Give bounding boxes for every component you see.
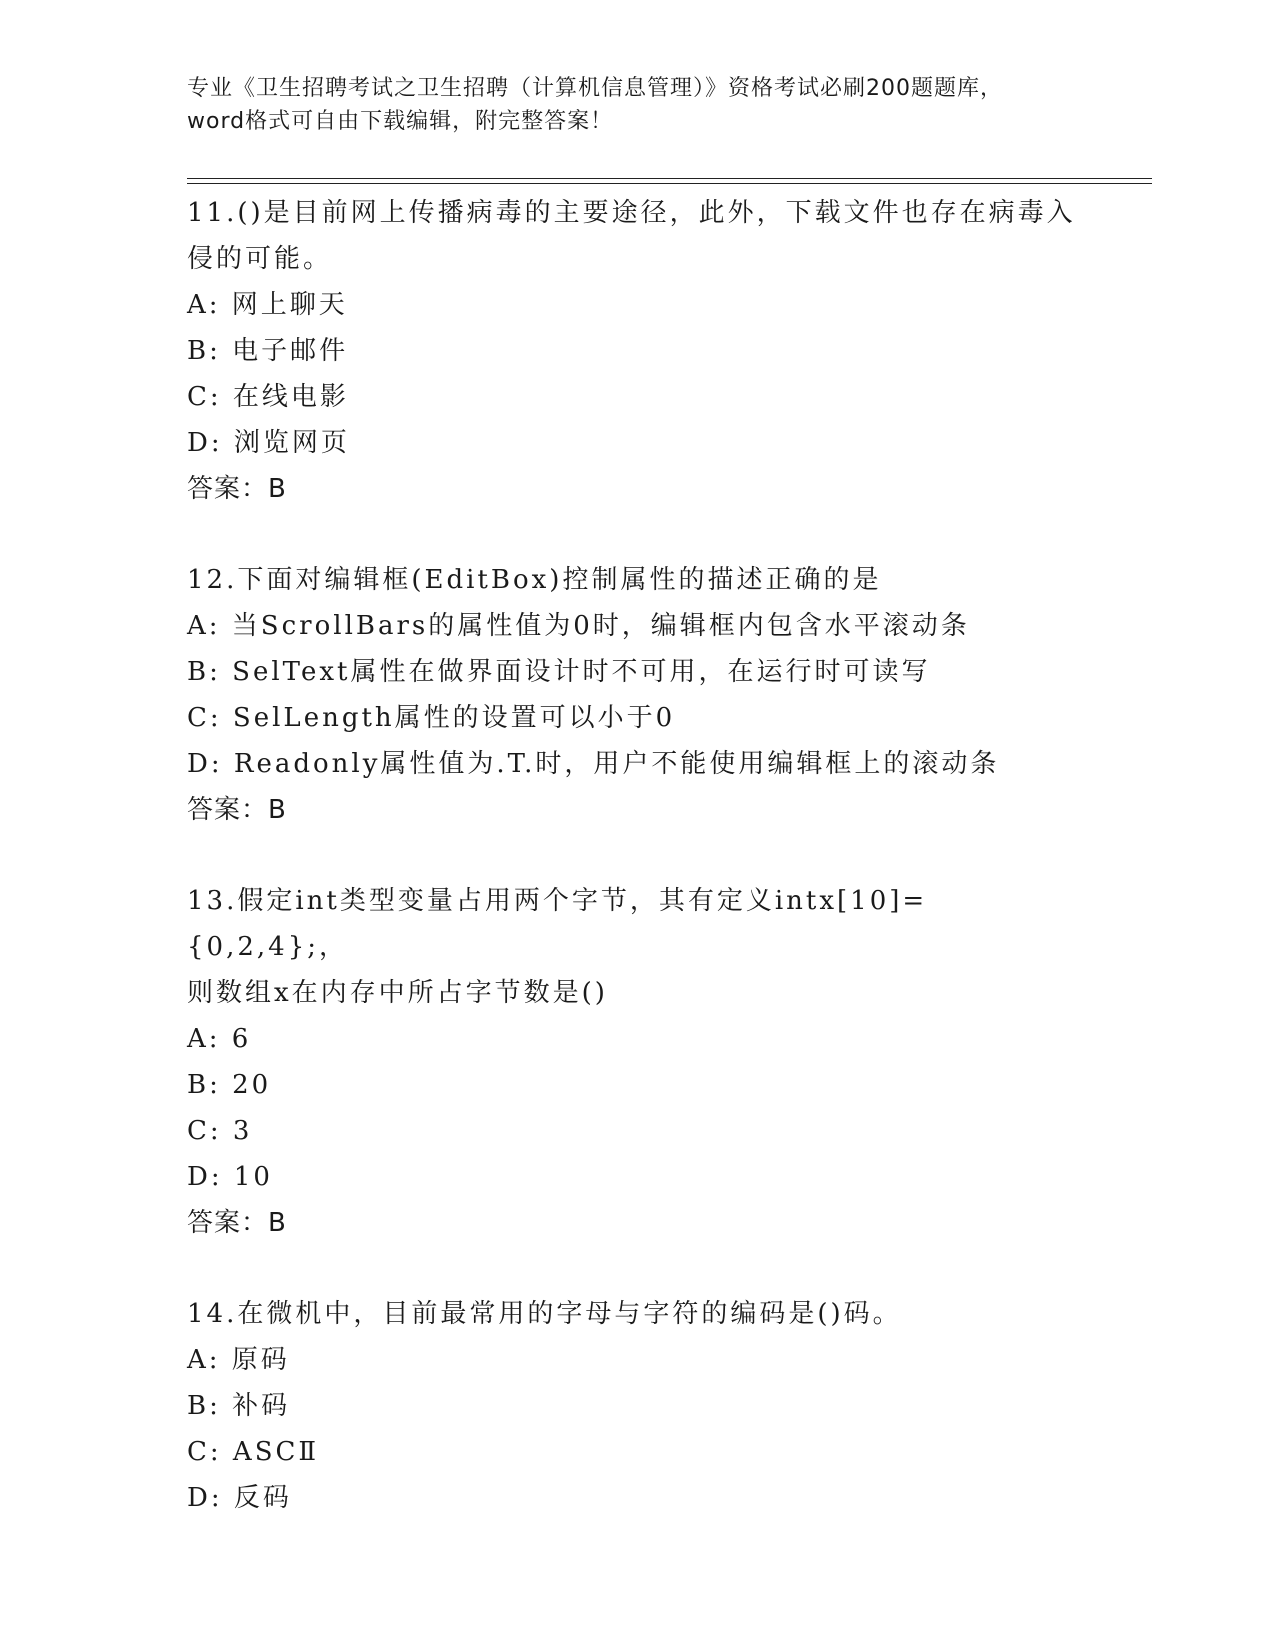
question-14: [187, 1291, 1087, 1521]
option-d: D: Readonly属性值为.T.时，用户不能使用编辑框上的滚动条: [187, 749, 1000, 779]
option-b: B: 电子邮件: [187, 336, 349, 366]
question-stem-continued: 则数组x在内存中所占字节数是(): [187, 978, 608, 1008]
option-a: A: 6: [187, 1024, 252, 1054]
option-d: D: 浏览网页: [187, 428, 350, 458]
option-d: D: 反码: [187, 1483, 292, 1513]
option-a: A: 当ScrollBars的属性值为0时，编辑框内包含水平滚动条: [187, 611, 970, 641]
option-d: D: 10: [187, 1162, 273, 1192]
question-11: [187, 190, 1087, 512]
option-c: C: SelLength属性的设置可以小于0: [187, 703, 676, 733]
header-divider-bottom: [187, 183, 1152, 184]
question-13: [187, 878, 1087, 1246]
question-stem: 11.()是目前网上传播病毒的主要途径，此外，下载文件也存在病毒入: [187, 198, 1076, 228]
question-stem: 12.下面对编辑框(EditBox)控制属性的描述正确的是: [187, 565, 882, 595]
option-b: B: SelText属性在做界面设计时不可用，在运行时可读写: [187, 657, 931, 687]
header-line-2: word格式可自由下载编辑，附完整答案！: [187, 109, 614, 134]
option-b: B: 补码: [187, 1391, 291, 1421]
header-line-1: 专业《卫生招聘考试之卫生招聘（计算机信息管理）》资格考试必刷200题题库，: [187, 76, 1003, 101]
document-header: [187, 72, 1087, 138]
option-c: C: 3: [187, 1116, 253, 1146]
option-a: A: 原码: [187, 1345, 290, 1375]
answer-line: 答案：B: [187, 474, 287, 504]
option-c: C: ASCⅡ: [187, 1437, 320, 1467]
option-c: C: 在线电影: [187, 382, 349, 412]
option-a: A: 网上聊天: [187, 290, 348, 320]
question-12: [187, 557, 1087, 833]
header-divider-top: [187, 178, 1152, 179]
answer-line: 答案：B: [187, 1208, 287, 1238]
question-list: [187, 190, 1087, 1521]
answer-line: 答案：B: [187, 795, 287, 825]
option-b: B: 20: [187, 1070, 272, 1100]
question-stem: 13.假定int类型变量占用两个字节，其有定义intx[10]={0,2,4};，: [187, 886, 928, 962]
question-stem-continued: 侵的可能。: [187, 244, 333, 274]
question-stem: 14.在微机中，目前最常用的字母与字符的编码是()码。: [187, 1299, 902, 1329]
